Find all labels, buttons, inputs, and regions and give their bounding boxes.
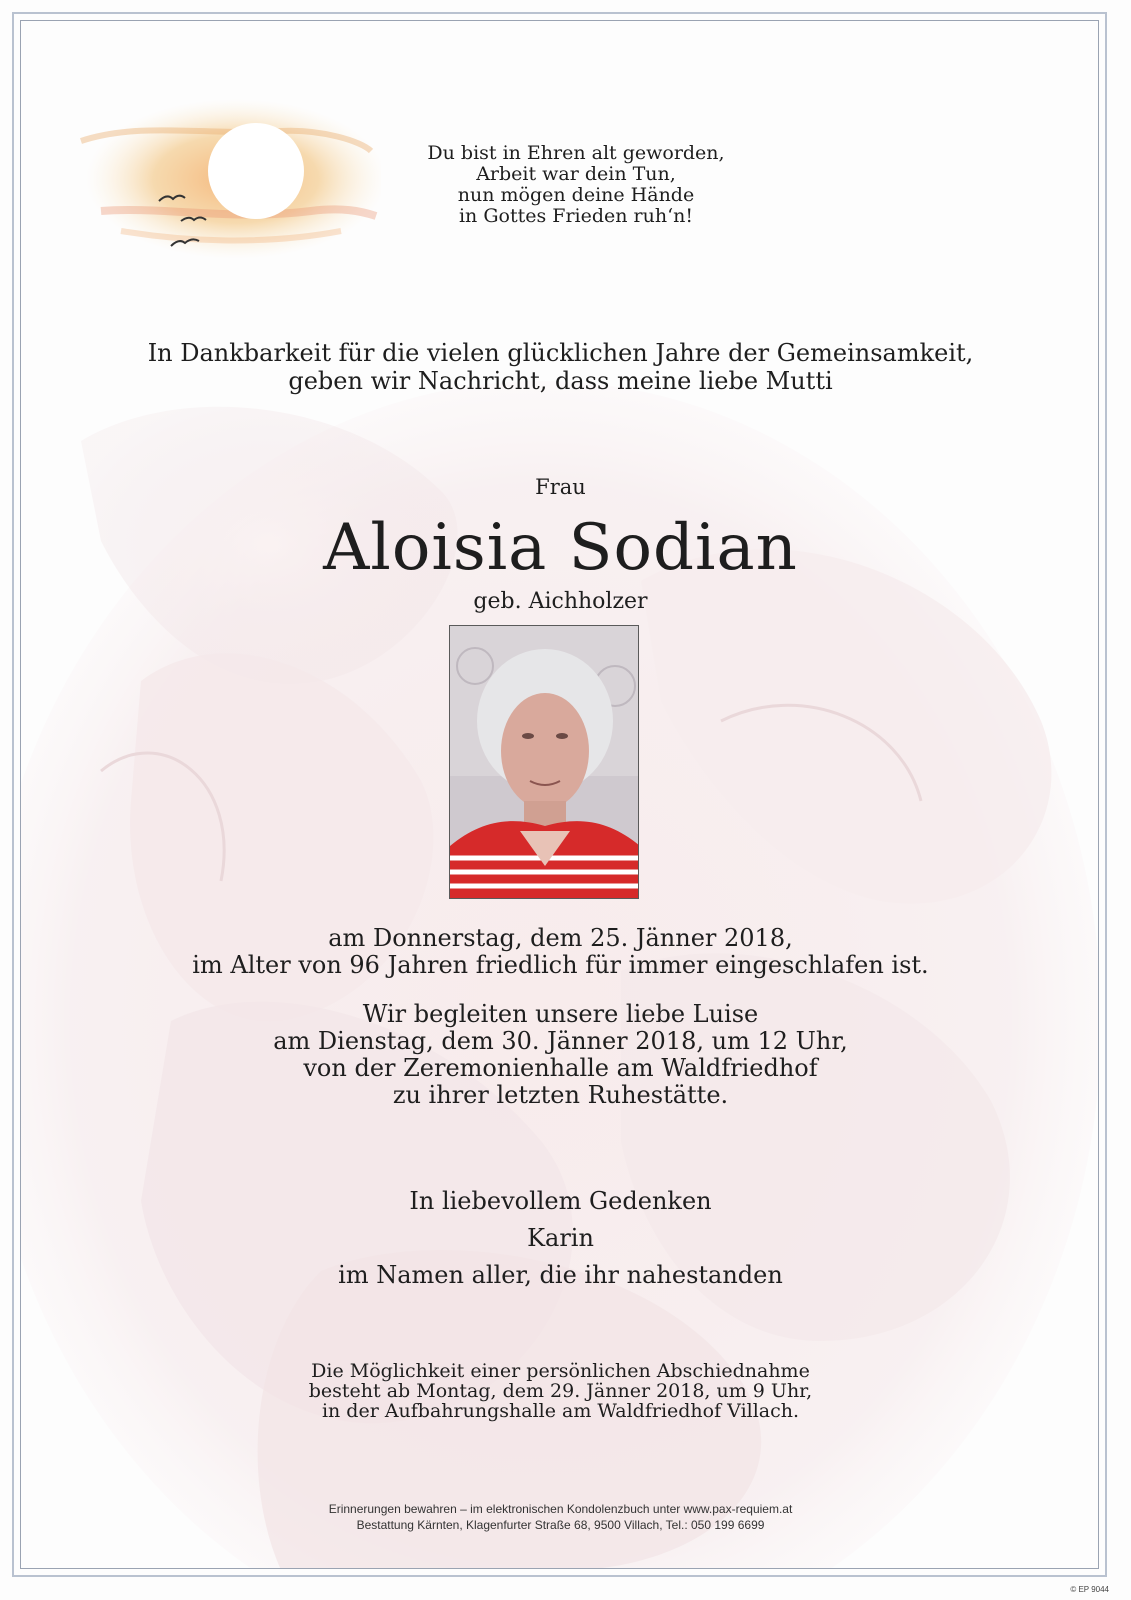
memory-line: im Namen aller, die ihr nahestanden — [338, 1261, 783, 1289]
memory-line: In liebevollem Gedenken — [409, 1187, 712, 1215]
inner-border — [20, 20, 1099, 1569]
funeral-line: am Dienstag, dem 30. Jänner 2018, um 12 Uhr, — [273, 1027, 848, 1055]
poem — [396, 143, 756, 227]
death-line: am Donnerstag, dem 25. Jänner 2018, — [328, 924, 793, 952]
viewing-line: in der Aufbahrungshalle am Waldfriedhof Villach. — [321, 1400, 800, 1422]
death-notice — [21, 925, 1099, 979]
footer-line: Bestattung Kärnten, Klagenfurter Straße 68, 9500 Villach, Tel.: 050 199 6699 — [356, 1518, 765, 1532]
poem-line: Arbeit war dein Tun, — [476, 163, 676, 185]
intro-line: geben wir Nachricht, dass meine liebe Mutti — [288, 367, 833, 395]
viewing-line: Die Möglichkeit einer persönlichen Abschiednahme — [311, 1360, 810, 1382]
viewing-details — [21, 1361, 1099, 1421]
funeral-line: Wir begleiten unsere liebe Luise — [362, 1000, 759, 1028]
footer — [21, 1501, 1099, 1533]
portrait-illustration — [450, 626, 639, 899]
footer-line: Erinnerungen bewahren – im elektronischen Kondolenzbuch unter www.pax-requiem.at — [328, 1502, 793, 1516]
sun-with-birds-illustration — [61, 81, 381, 291]
poem-line: Du bist in Ehren alt geworden, — [427, 142, 725, 164]
death-line: im Alter von 96 Jahren friedlich für immer eingeschlafen ist. — [192, 951, 929, 979]
product-code: © EP 9044 — [1070, 1585, 1109, 1594]
poem-line: nun mögen deine Hände — [457, 184, 695, 206]
portrait-photo — [449, 625, 639, 899]
funeral-details — [21, 1001, 1099, 1109]
funeral-line: von der Zeremonienhalle am Waldfriedhof — [303, 1054, 818, 1082]
intro-line: In Dankbarkeit für die vielen glücklichen Jahre der Gemeinsamkeit, — [147, 339, 974, 367]
poem-line: in Gottes Frieden ruh‘n! — [458, 205, 693, 227]
announcement-intro — [21, 339, 1099, 395]
viewing-line: besteht ab Montag, dem 29. Jänner 2018, um 9 Uhr, — [308, 1380, 813, 1402]
salutation: Frau — [535, 475, 586, 499]
memory-line: Karin — [527, 1224, 594, 1252]
memorial-signature — [21, 1183, 1099, 1294]
funeral-line: zu ihrer letzten Ruhestätte. — [392, 1081, 729, 1109]
maiden-name: geb. Aichholzer — [473, 589, 648, 614]
deceased-name: Aloisia Sodian — [323, 511, 798, 585]
